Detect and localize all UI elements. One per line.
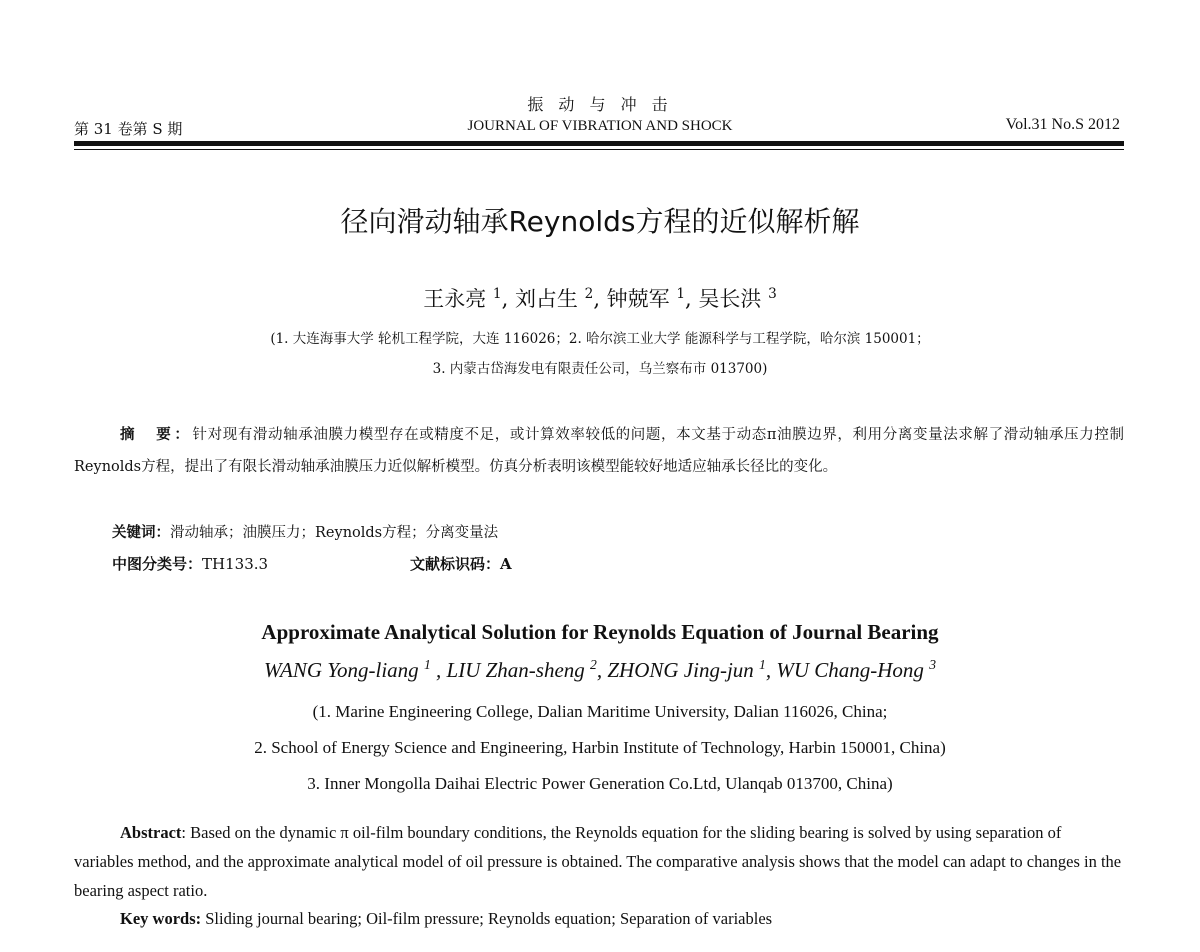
document-code-label: 文献标识码：	[410, 555, 501, 573]
document-code	[410, 553, 512, 574]
abstract-en	[74, 818, 1124, 905]
paper-title-en: Approximate Analytical Solution for Reynolds Equation of Journal Bearing	[261, 620, 939, 644]
author-list-en: WANG Yong-liang $^1$ , LIU Zhan-sheng $^2$, ZHONG Jing-jun $^1$, WU Chang-Hong $^3$	[263, 657, 937, 682]
abstract-cn	[74, 419, 1124, 483]
author-name: WU Chang-Hong	[776, 658, 924, 682]
volume-issue-en: Vol.31 No.S 2012	[1005, 116, 1120, 133]
journal-name-cn: 振 动 与 冲 击	[527, 95, 673, 114]
keywords-label-en: Key words:	[120, 909, 202, 928]
author-name: 钟兢军	[606, 287, 670, 311]
author-affiliation-mark: 3	[768, 286, 777, 302]
keywords-label-cn: 关键词：	[112, 524, 170, 541]
document-code-value: A	[500, 555, 512, 573]
author-name: LIU Zhan-sheng	[446, 658, 585, 682]
abstract-label-en: Abstract	[120, 823, 182, 842]
keywords-en	[120, 909, 772, 929]
journal-name-en: JOURNAL OF VIBRATION AND SHOCK	[467, 118, 733, 134]
author-affiliation-mark: 1	[759, 657, 766, 672]
author-affiliation-mark: 2	[584, 286, 594, 302]
affiliation-en-line3: 3. Inner Mongolla Daihai Electric Power Generation Co.Ltd, Ulanqab 013700, China)	[307, 774, 893, 793]
paper-title-cn: 径向滑动轴承Reynolds方程的近似解析解	[340, 205, 860, 238]
keywords-text-cn: 滑动轴承；油膜压力；Reynolds方程；分离变量法	[170, 525, 499, 541]
author-affiliation-mark: 1	[676, 286, 686, 302]
author-affiliation-mark: 1	[492, 286, 502, 302]
author-name: WANG Yong-liang	[263, 658, 419, 682]
author-list-cn: 王永亮 $^1$, 刘占生 $^2$, 钟兢军 $^1$, 吴长洪 $^3$	[423, 286, 777, 311]
abstract-text-cn: 针对现有滑动轴承油膜力模型存在或精度不足，或计算效率较低的问题，本文基于动态π油膜边界，利用分离变量法求解了滑动轴承压力控制Reynolds方程，提出了有限长滑动轴承油膜压力近似解析模型。仿真分析表明该模型能较好地适应轴承长径比的变化。	[74, 427, 1125, 475]
author-name: ZHONG Jing-jun	[607, 658, 754, 682]
affiliation-cn-line1: (1. 大连海事大学 轮机工程学院，大连 116026；2. 哈尔滨工业大学 能源科学与工程学院，哈尔滨 150001；	[270, 331, 930, 347]
affiliation-en-line2: 2. School of Energy Science and Engineering, Harbin Institute of Technology, Harbin 150001, China)	[254, 738, 946, 757]
keywords-text-en: Sliding journal bearing; Oil-film pressure; Reynolds equation; Separation of variables	[201, 909, 773, 928]
classification-value: TH133.3	[202, 555, 269, 573]
header-rule-thick	[74, 141, 1124, 146]
abstract-label-cn: 摘 要：	[120, 426, 193, 443]
affiliation-cn-line2: 3. 内蒙古岱海发电有限责任公司，乌兰察布市 013700)	[432, 361, 768, 377]
classification-number	[112, 553, 268, 574]
author-name: 刘占生	[514, 287, 578, 311]
author-name: 王永亮	[423, 287, 487, 311]
keywords-cn	[112, 521, 498, 542]
header-rule-thin	[74, 149, 1124, 150]
classification-label: 中图分类号：	[112, 555, 203, 573]
author-affiliation-mark: 1	[423, 657, 431, 672]
author-name: 吴长洪	[698, 287, 762, 311]
volume-issue-cn: 第 31 卷第 S 期	[74, 120, 183, 138]
author-affiliation-mark: 2	[590, 657, 597, 672]
abstract-text-en: : Based on the dynamic π oil-film boundary conditions, the Reynolds equation for the sliding bearing is solved by using separation of variables method, and the approximate analytical model of oil pressure is obtained. The comparative analysis shows that the model can adapt to changes in the bearing aspect ratio.	[74, 823, 1122, 900]
author-affiliation-mark: 3	[929, 657, 937, 672]
affiliation-en-line1: (1. Marine Engineering College, Dalian Maritime University, Dalian 116026, China;	[312, 702, 888, 721]
